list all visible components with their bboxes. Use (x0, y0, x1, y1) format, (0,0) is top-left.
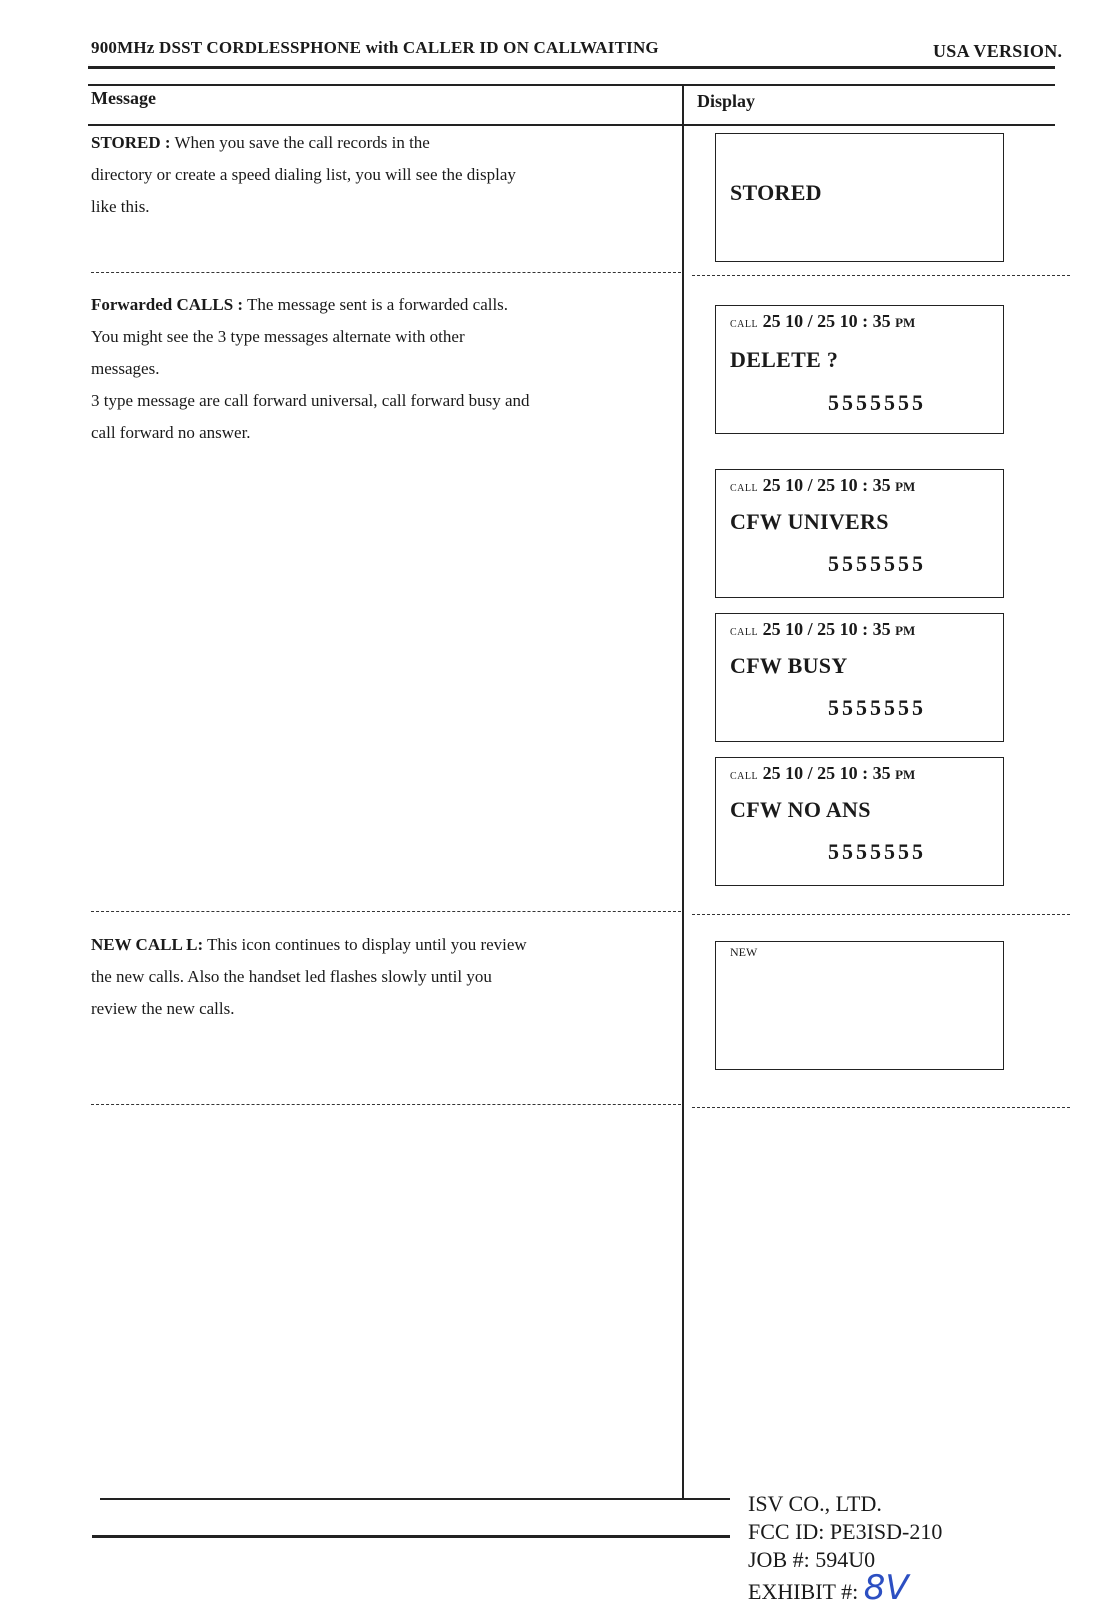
row-forwarded-text: Forwarded CALLS : The message sent is a forwarded calls. You might see the 3 type messages alternate with other messages. 3 type message are call forward universal, call forward busy and call forward no answer. (91, 295, 530, 442)
document-title: 900MHz DSST CORDLESSPHONE with CALLER ID ON CALLWAITING (91, 38, 659, 57)
new-call-icon: NEW (730, 945, 758, 959)
row-forwarded-key: Forwarded CALLS : (91, 295, 244, 314)
lcd-cfw-no-ans-label: CFW NO ANS (730, 797, 871, 822)
lcd-delete-label: DELETE ? (730, 347, 839, 372)
table-header-rule (88, 124, 1055, 126)
lcd-delete: CALL 25 10 / 25 10 : 35 PM DELETE ? 5555555 (715, 305, 1004, 434)
row-divider (91, 911, 681, 912)
row-divider (91, 1104, 681, 1105)
lcd-cfw-univers-number: 5555555 (828, 551, 926, 576)
version-label: USA VERSION. (933, 41, 1063, 61)
row-divider (692, 1107, 1070, 1108)
row-divider (91, 272, 681, 273)
row-divider (692, 914, 1070, 915)
lcd-new-call (715, 941, 1004, 1070)
lcd-cfw-busy-number: 5555555 (828, 695, 926, 720)
footer-block (748, 1490, 942, 1606)
footer-company: ISV CO., LTD. (748, 1491, 882, 1516)
column-header-message: Message (91, 88, 156, 108)
lcd-delete-number: 5555555 (828, 390, 926, 415)
lcd-cfw-no-ans: CALL 25 10 / 25 10 : 35 PM CFW NO ANS 5555555 (715, 757, 1004, 886)
exhibit-handwritten: 8V (863, 1568, 909, 1608)
lcd-stored-label: STORED (730, 180, 822, 205)
lcd-cfw-busy: CALL 25 10 / 25 10 : 35 PM CFW BUSY 5555555 (715, 613, 1004, 742)
lcd-stored (715, 133, 1004, 262)
table-top-rule (88, 84, 1055, 86)
footer-job-number: JOB #: 594U0 (748, 1547, 876, 1572)
lcd-cfw-no-ans-number: 5555555 (828, 839, 926, 864)
row-stored-text: STORED : When you save the call records in the directory or create a speed dialing list, you will see the display like this. (91, 133, 516, 216)
footer-fcc-id: FCC ID: PE3ISD-210 (748, 1519, 943, 1544)
column-header-display: Display (697, 91, 756, 111)
row-new-call-key: NEW CALL L: (91, 935, 204, 954)
table-column-divider (682, 84, 684, 1499)
bottom-rule-thick (92, 1535, 730, 1538)
row-new-call-text: NEW CALL L: This icon continues to display until you review the new calls. Also the handset led flashes slowly until you review the new calls. (91, 935, 527, 1018)
row-divider (692, 275, 1070, 276)
lcd-cfw-univers-label: CFW UNIVERS (730, 509, 889, 534)
header-rule (88, 66, 1055, 69)
bottom-rule-thin (100, 1498, 730, 1500)
lcd-cfw-busy-label: CFW BUSY (730, 653, 848, 678)
footer-exhibit: EXHIBIT #: 8V (748, 1568, 909, 1608)
row-stored-key: STORED : (91, 133, 171, 152)
lcd-cfw-univers: CALL 25 10 / 25 10 : 35 PM CFW UNIVERS 5555555 (715, 469, 1004, 598)
